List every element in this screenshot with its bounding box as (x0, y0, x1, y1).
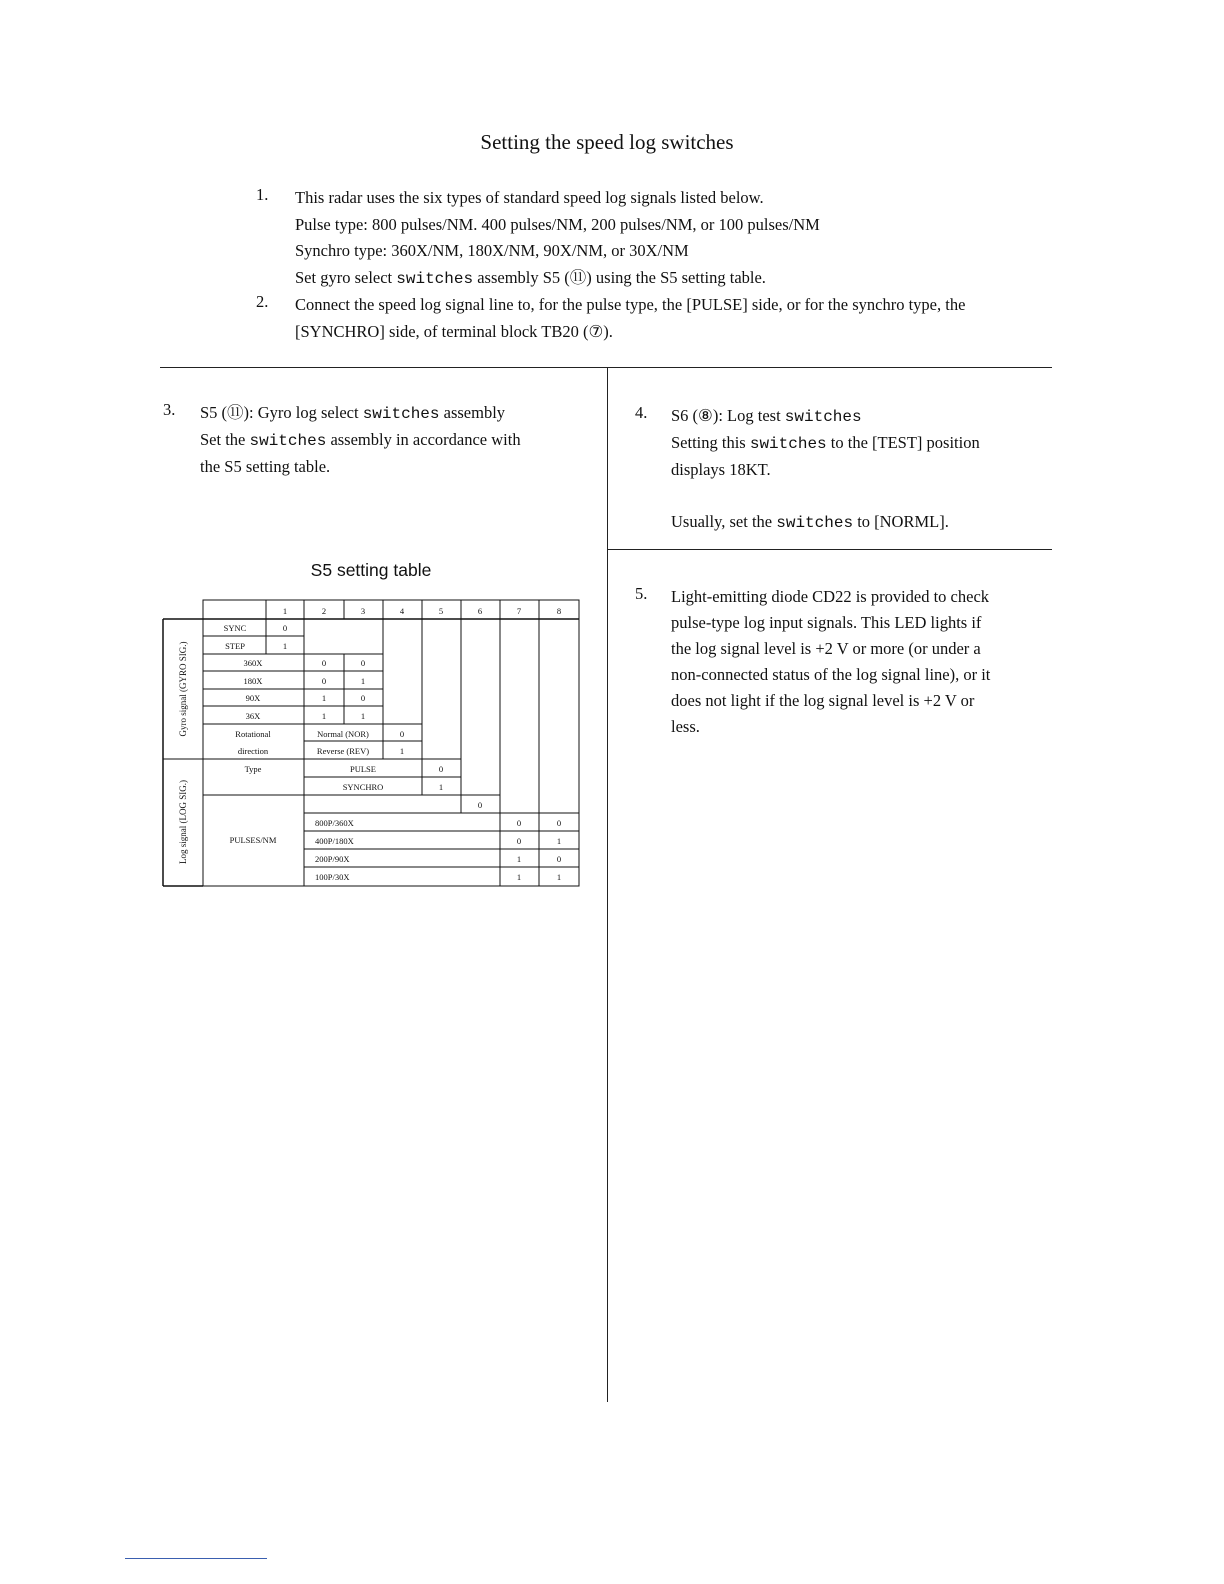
text-line: S5 (⑪): Gyro log select switches assembly (200, 403, 506, 423)
switch-number: 5 (438, 606, 444, 616)
switch-number: 7 (516, 606, 522, 616)
text-line: Light-emitting diode CD22 is provided to check (671, 587, 990, 606)
cell-value: 0 (360, 658, 366, 668)
text-line: the S5 setting table. (200, 457, 331, 476)
cell-value: 1 (282, 641, 288, 651)
cell-value: 1 (360, 711, 366, 721)
pulse-ratio-label: 100P/30X (315, 872, 350, 882)
row-label-pulses: PULSES/NM (229, 835, 277, 845)
group-label-log: Log signal (LOG SIG.) (178, 780, 188, 864)
text-line: Usually, set the switches to [NORML]. (671, 512, 949, 532)
option-pulse: PULSE (350, 764, 376, 774)
text-line: S6 (⑧): Log test switches (671, 406, 862, 426)
pulse-ratio-label: 200P/90X (315, 854, 350, 864)
text-line: Pulse type: 800 pulses/NM. 400 pulses/NM, 200 pulses/NM, or 100 pulses/NM (295, 214, 820, 234)
text-line: non-connected status of the log signal line), or it (671, 665, 991, 684)
text-line: Set gyro select switches assembly S5 (⑪) using the S5 setting table. (295, 267, 766, 288)
table-caption: S5 setting table (310, 560, 432, 580)
option-synchro: SYNCHRO (342, 782, 384, 792)
switch-number: 8 (556, 606, 562, 616)
switch-number: 1 (282, 606, 288, 616)
row-label-ratio: 90X (245, 693, 261, 703)
pulse-ratio-label: 800P/360X (315, 818, 354, 828)
text-line: pulse-type log input signals. This LED lights if (671, 613, 982, 632)
switch-number: 4 (399, 606, 405, 616)
text-line: [SYNCHRO] side, of terminal block TB20 (⑦). (295, 321, 613, 341)
text-line: This radar uses the six types of standard speed log signals listed below. (295, 188, 764, 207)
page-title: Setting the speed log switches (480, 130, 734, 154)
cell-value: 0 (556, 818, 562, 828)
row-label-type: Type (244, 764, 262, 774)
cell-value: 1 (321, 693, 327, 703)
cell-value: 1 (516, 854, 522, 864)
cell-value: 0 (399, 729, 405, 739)
text-line: less. (671, 717, 700, 736)
row-label-ratio: 360X (243, 658, 263, 668)
item-number: 2. (256, 292, 269, 311)
cell-value: 1 (360, 676, 366, 686)
text-line: Set the switches assembly in accordance with (200, 430, 521, 450)
row-label-ratio: 180X (243, 676, 263, 686)
item-number: 1. (256, 185, 269, 204)
option-normal: Normal (NOR) (317, 729, 369, 739)
switch-number: 6 (477, 606, 483, 616)
item-number: 4. (635, 403, 648, 422)
text-line: Setting this switches to the [TEST] position (671, 433, 980, 453)
switch-number: 3 (360, 606, 366, 616)
group-label-gyro: Gyro signal (GYRO SIG.) (178, 641, 188, 737)
cell-value: 0 (516, 836, 522, 846)
text-line: displays 18KT. (671, 460, 771, 479)
switch-number: 2 (321, 606, 327, 616)
item-number: 3. (163, 400, 176, 419)
text-line: the log signal level is +2 V or more (or under a (671, 639, 981, 658)
text-line: Synchro type: 360X/NM, 180X/NM, 90X/NM, or 30X/NM (295, 241, 689, 260)
cell-value: 0 (321, 658, 327, 668)
cell-value: 0 (360, 693, 366, 703)
row-label-rotation: direction (237, 746, 269, 756)
cell-value: 1 (321, 711, 327, 721)
row-label-sync: SYNC (223, 623, 247, 633)
cell-value: 1 (399, 746, 405, 756)
cell-value: 0 (282, 623, 288, 633)
cell-value: 0 (516, 818, 522, 828)
cell-value: 0 (556, 854, 562, 864)
row-label-rotation: Rotational (235, 729, 271, 739)
text-line: Connect the speed log signal line to, for the pulse type, the [PULSE] side, or for the synchro type, the (295, 295, 966, 314)
cell-value: 0 (477, 800, 483, 810)
cell-value: 1 (516, 872, 522, 882)
pulse-ratio-label: 400P/180X (315, 836, 354, 846)
option-reverse: Reverse (REV) (316, 746, 370, 756)
cell-value: 1 (556, 872, 562, 882)
cell-value: 0 (321, 676, 327, 686)
footnote-rule (125, 1558, 267, 1559)
cell-value: 1 (438, 782, 444, 792)
cell-value: 1 (556, 836, 562, 846)
item-number: 5. (635, 584, 648, 603)
row-label-ratio: 36X (245, 711, 261, 721)
text-line: does not light if the log signal level is +2 V or (671, 691, 975, 710)
row-label-step: STEP (225, 641, 245, 651)
cell-value: 0 (438, 764, 444, 774)
